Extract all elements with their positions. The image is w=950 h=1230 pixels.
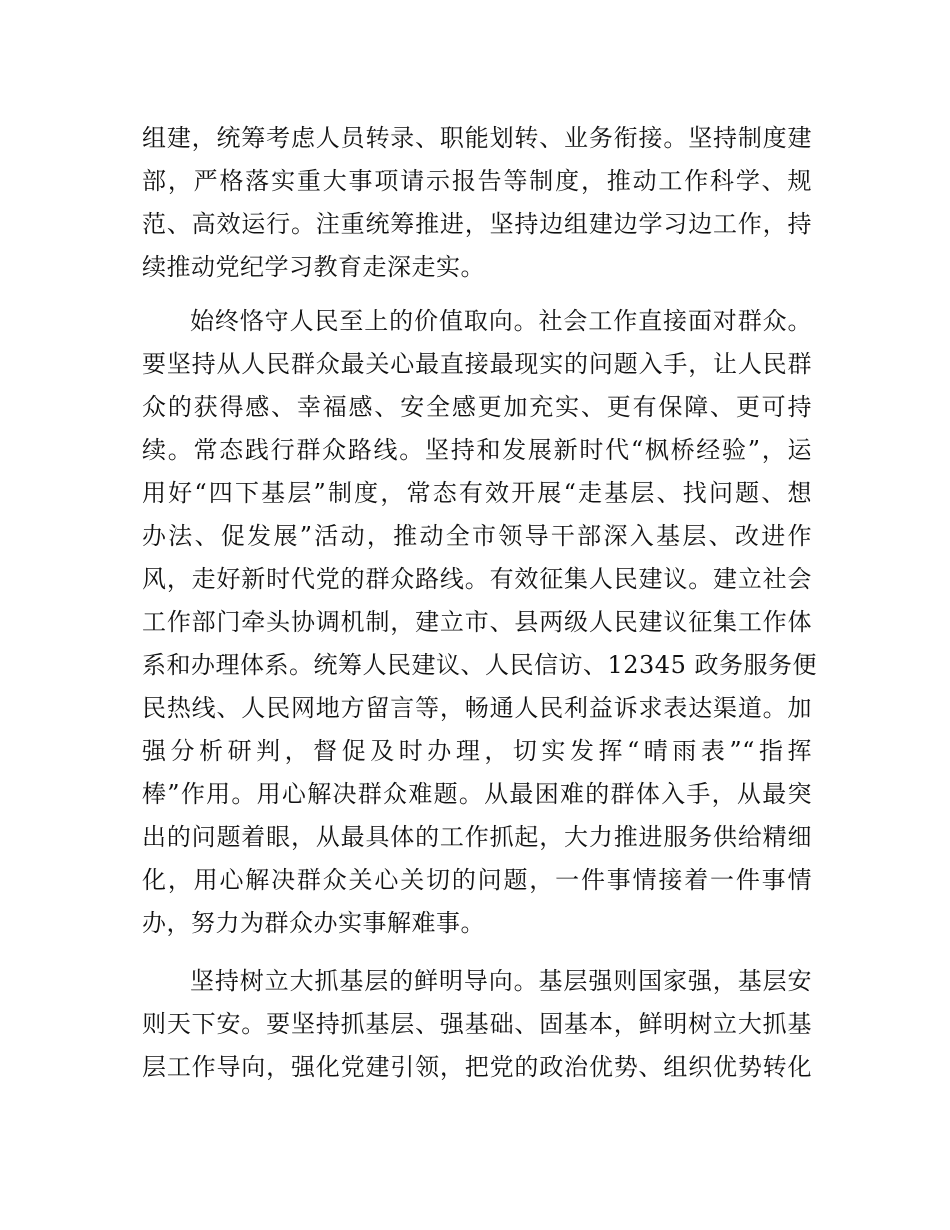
text-line: 坚持树立大抓基层的鲜明导向。基层强则国家强，基层安 bbox=[190, 967, 812, 995]
text-line: 始终恪守人民至上的价值取向。社会工作直接面对群众。 bbox=[190, 307, 812, 335]
text-line: 民热线、人民网地方留言等，畅通人民利益诉求表达渠道。加 bbox=[142, 694, 812, 722]
text-line: 出的问题着眼，从最具体的工作抓起，大力推进服务供给精细 bbox=[142, 823, 812, 851]
text-line: 办法、促发展”活动，推动全市领导干部深入基层、改进作 bbox=[142, 522, 812, 550]
text-line: 风，走好新时代党的群众路线。有效征集人民建议。建立社会 bbox=[142, 565, 812, 593]
text-line: 办，努力为群众办实事解难事。 bbox=[142, 909, 485, 937]
text-line: 则天下安。要坚持抓基层、强基础、固基本，鲜明树立大抓基 bbox=[142, 1010, 812, 1038]
text-line: 强分析研判，督促及时办理，切实发挥“晴雨表”“指挥 bbox=[142, 737, 812, 765]
text-line: 众的获得感、幸福感、安全感更加充实、更有保障、更可持 bbox=[142, 393, 812, 421]
text-line: 要坚持从人民群众最关心最直接最现实的问题入手，让人民群 bbox=[142, 350, 812, 378]
paragraph-2 bbox=[142, 300, 817, 945]
text-line: 组建，统筹考虑人员转录、职能划转、业务衔接。坚持制度建 bbox=[142, 124, 812, 152]
text-line: 续。常态践行群众路线。坚持和发展新时代“枫桥经验”，运 bbox=[142, 436, 812, 464]
text-line: 工作部门牵头协调机制，建立市、县两级人民建议征集工作体 bbox=[142, 608, 812, 636]
paragraph-1 bbox=[142, 117, 812, 289]
paragraph-3 bbox=[142, 960, 812, 1089]
text-line: 续推动党纪学习教育走深走实。 bbox=[142, 253, 485, 281]
text-line: 棒”作用。用心解决群众难题。从最困难的群体入手，从最突 bbox=[142, 780, 812, 808]
text-line: 用好“四下基层”制度，常态有效开展“走基层、找问题、想 bbox=[142, 479, 812, 507]
text-line: 系和办理体系。统筹人民建议、人民信访、12345 政务服务便 bbox=[142, 651, 817, 679]
text-line: 部，严格落实重大事项请示报告等制度，推动工作科学、规 bbox=[142, 167, 812, 195]
text-line: 范、高效运行。注重统筹推进，坚持边组建边学习边工作，持 bbox=[142, 210, 812, 238]
text-line: 化，用心解决群众关心关切的问题，一件事情接着一件事情 bbox=[142, 866, 812, 894]
text-line: 层工作导向，强化党建引领，把党的政治优势、组织优势转化 bbox=[142, 1053, 812, 1081]
